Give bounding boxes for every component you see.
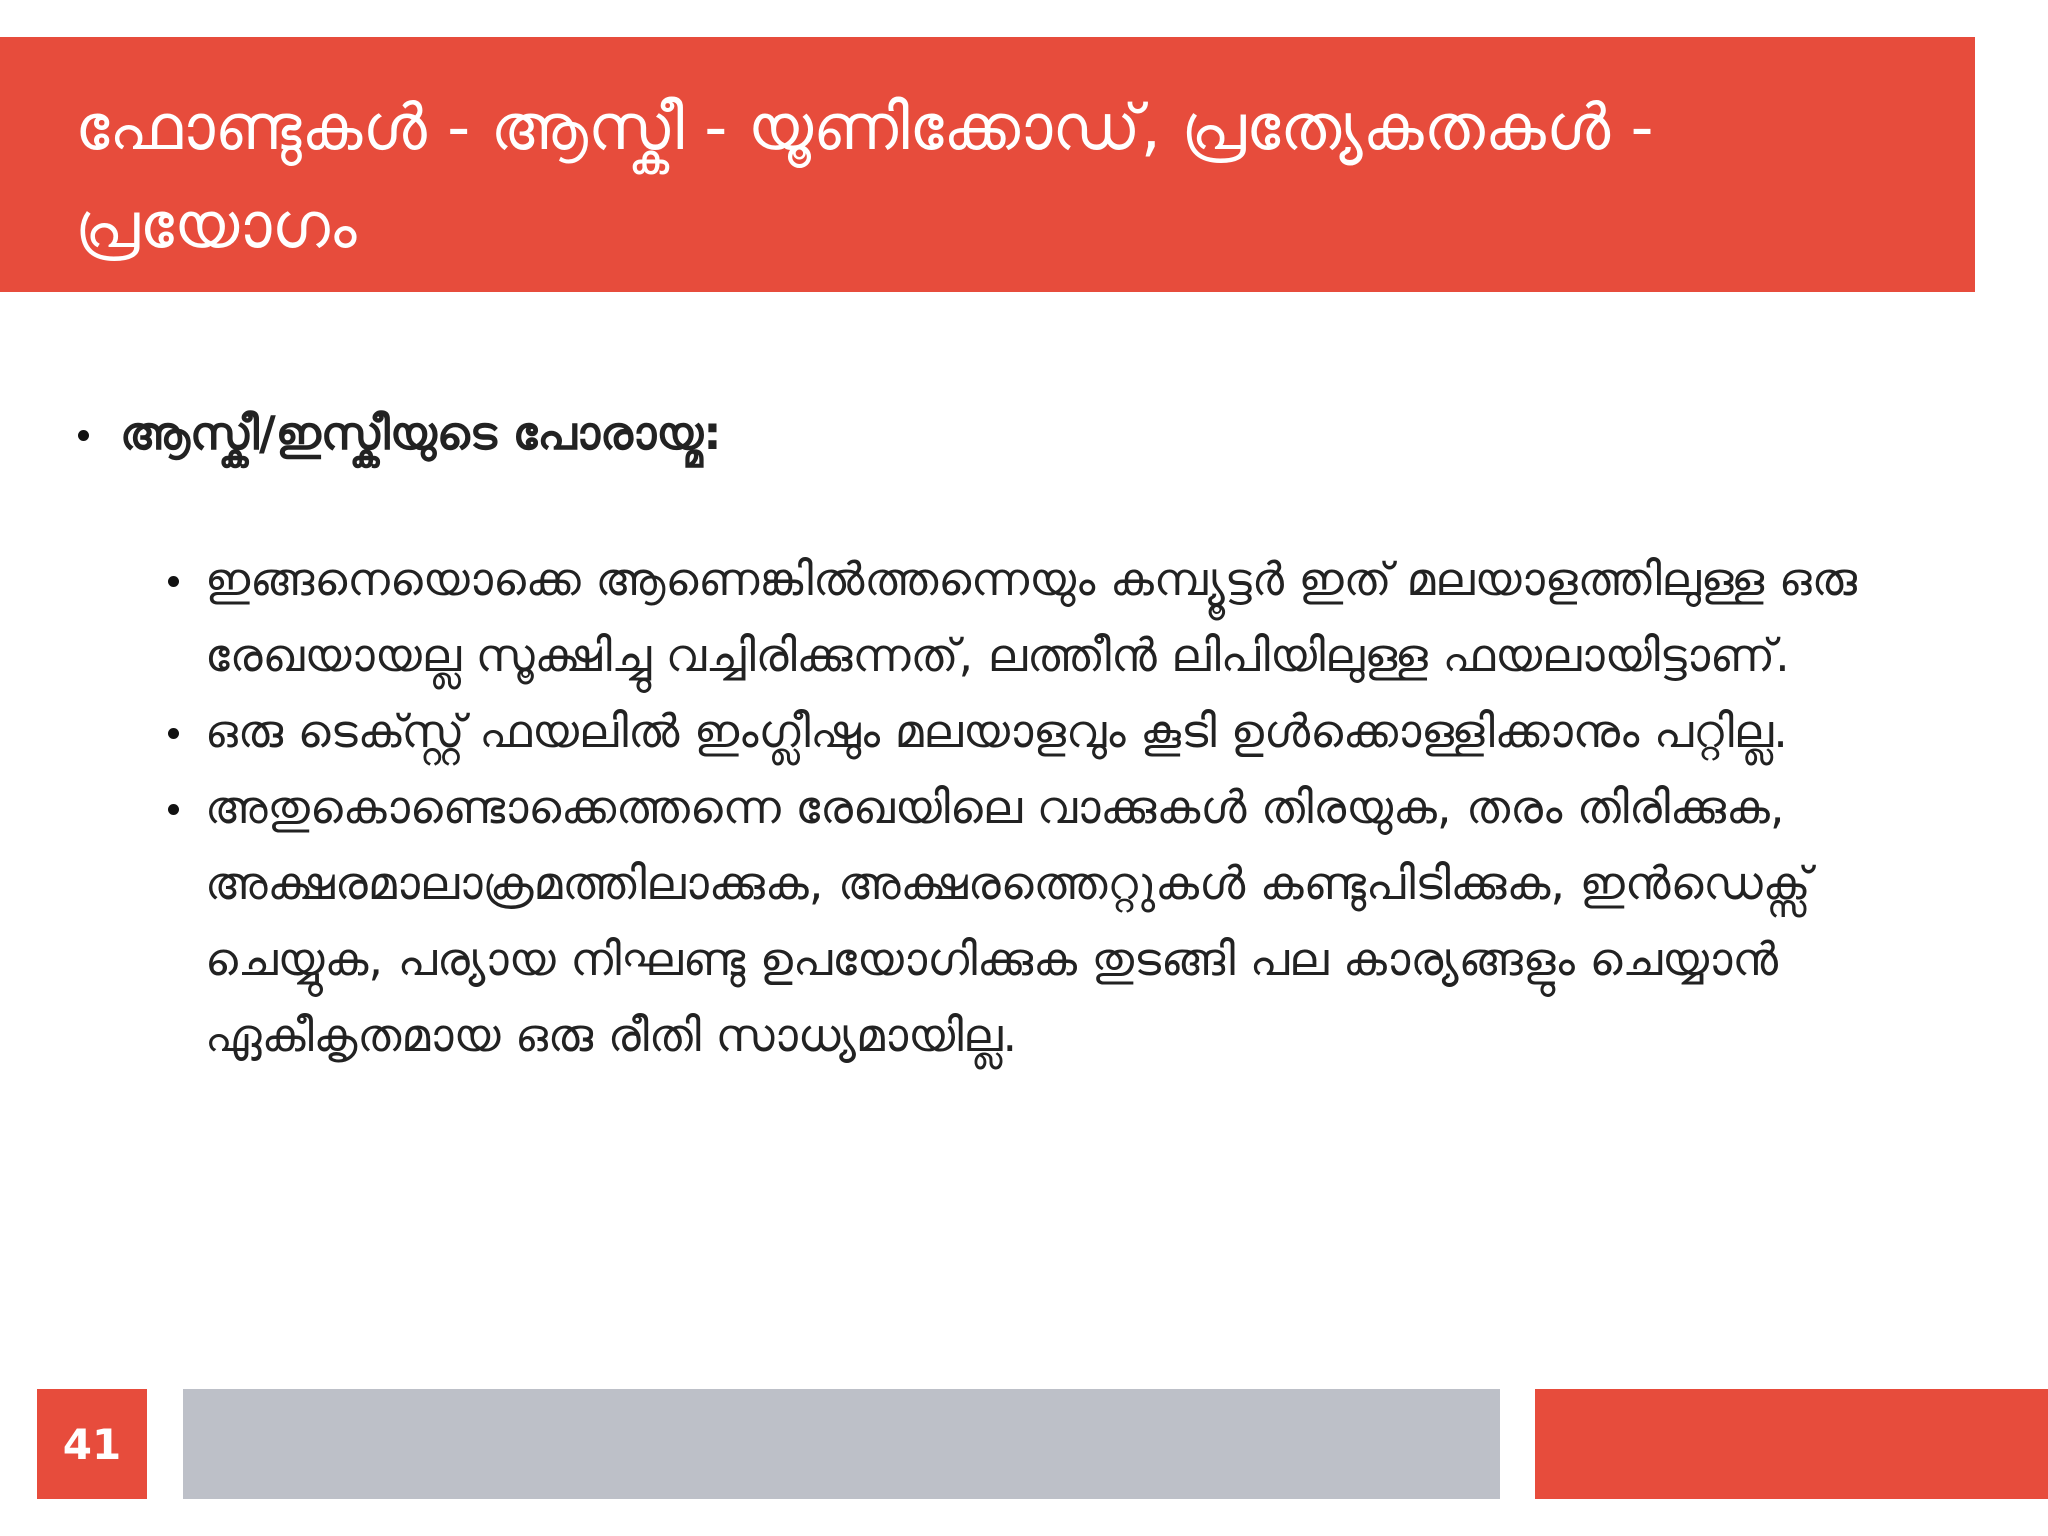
sub-bullet-3 xyxy=(205,769,1985,1073)
sub-bullet-text: അതുകൊണ്ടൊക്കെത്തന്നെ രേഖയിലെ വാക്കുകൾ തിരയുക, തരം തിരിക്കുക, അക്ഷരമാലാക്രമത്തിലാക്കുക, അക്ഷരത്തെറ്റുകൾ കണ്ടുപിടിക്കുക, ഇൻഡെക്സ് ചെയ്യുക, പര്യായ നിഘണ്ടു ഉപയോഗിക്കുക തുടങ്ങി പല കാര്യങ്ങളും ചെയ്യാൻ ഏകീകൃതമായ ഒരു രീതി സാധ്യമായില്ല. xyxy=(205,780,1811,1062)
sub-bullet-text: ഇങ്ങനെയൊക്കെ ആണെങ്കിൽത്തന്നെയും കമ്പ്യൂട്ടർ ഇത് മലയാളത്തിലുള്ള ഒരു രേഖയായല്ല സൂക്ഷിച്ചു വച്ചിരിക്കുന്നത്, ലത്തീൻ ലിപിയിലുള്ള ഫയലായിട്ടാണ്. xyxy=(205,552,1857,682)
bullet-dot-icon xyxy=(168,728,179,739)
footer-accent-bar xyxy=(1535,1389,2048,1499)
slide-title: ഫോണ്ടുകൾ - ആസ്കീ - യൂണിക്കോഡ്, പ്രത്യേകതകൾ - പ്രയോഗം xyxy=(75,91,1654,263)
footer-gray-bar xyxy=(183,1389,1500,1499)
page-number: 41 xyxy=(37,1389,147,1499)
sub-bullet-text: ഒരു ടെക്സ്റ്റ് ഫയലിൽ ഇംഗ്ലീഷും മലയാളവും കൂടി ഉൾക്കൊള്ളിക്കാനും പറ്റില്ല. xyxy=(205,704,1788,758)
title-bar xyxy=(0,37,1975,292)
main-bullet xyxy=(70,395,1970,471)
bullet-dot-icon xyxy=(168,576,179,587)
sub-bullet-2 xyxy=(205,693,1985,769)
bullet-dot-icon xyxy=(168,804,179,815)
main-bullet-text: ആസ്കീ/ഇസ്കീയുടെ പോരായ്മ: xyxy=(120,406,722,460)
bullet-dot-icon xyxy=(78,430,89,441)
sub-bullet-1 xyxy=(205,541,1985,693)
slide-content xyxy=(70,395,1970,1073)
